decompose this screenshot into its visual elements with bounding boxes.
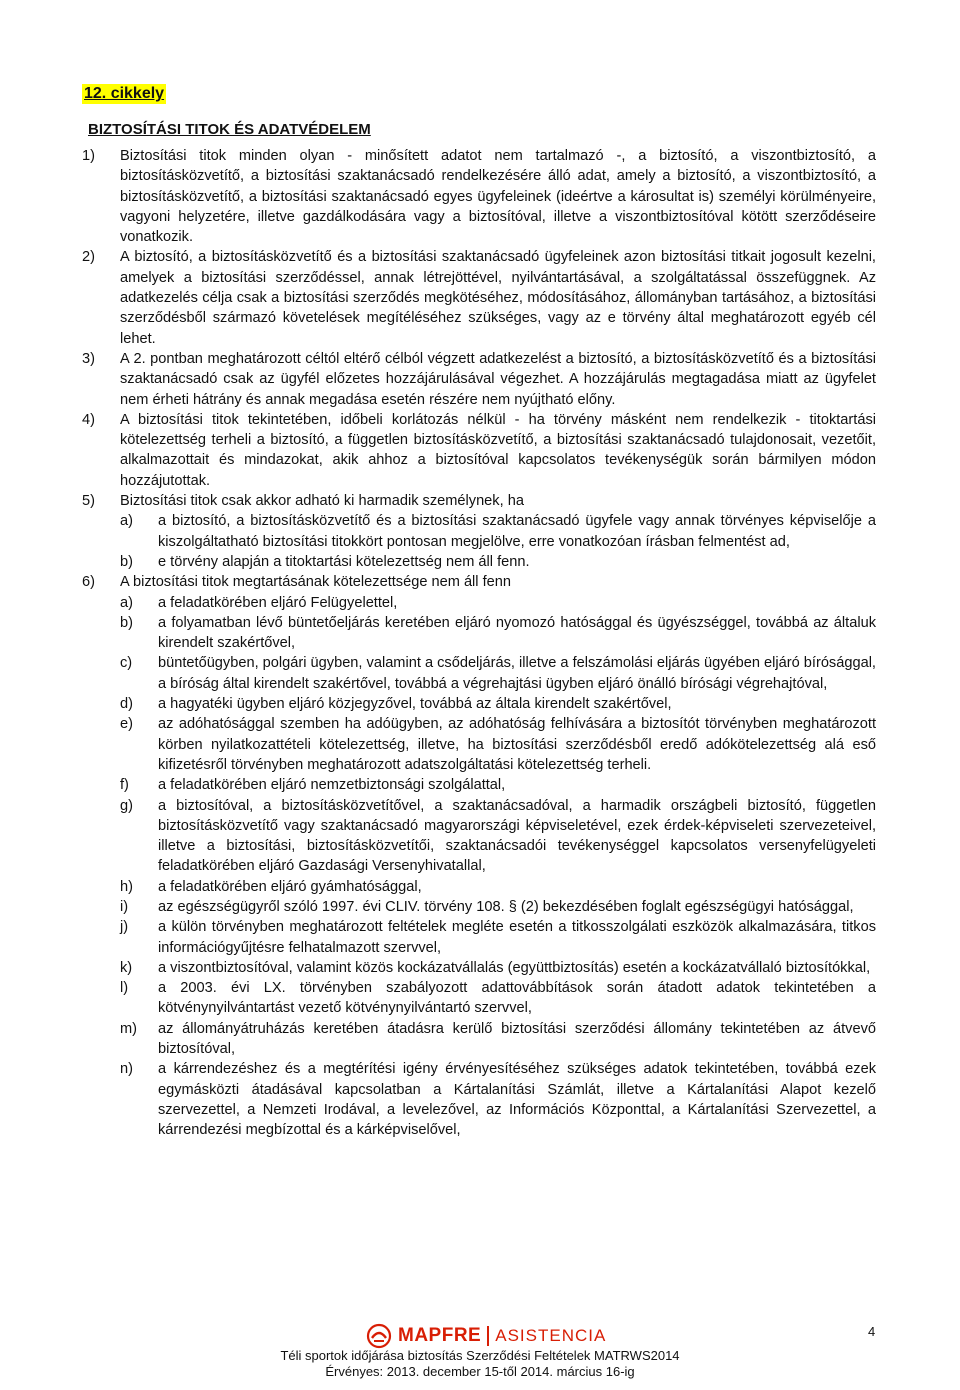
article-subheading: BIZTOSÍTÁSI TITOK ÉS ADATVÉDELEM: [88, 121, 371, 138]
paragraph-number: 5): [82, 493, 95, 510]
list-letter: j): [120, 919, 129, 936]
list-text: a hagyatéki ügyben eljáró közjegyzővel, továbbá az általa kirendelt szakértővel,: [158, 696, 672, 713]
list-text: a kárrendezéshez és a megtérítési igény érvényesítéséhez szükséges adatok tekintetében, továbbá ezek egymásközti átadásával kapcsolatban a Kártalanítási Számlát, illetve a Kártalanítási Alapot kezelő szervezettel, a Nemzeti Irodával, a levelezővel, az Információs Központtal, a Kártalanítási Szervezettel, a kárrendezési megbízottal és a kárképviselővel,: [158, 1061, 876, 1139]
list-item: [120, 1059, 876, 1140]
list-item: [120, 694, 876, 714]
paragraph-number: 4): [82, 411, 95, 428]
mapfre-logo: [366, 1322, 606, 1350]
paragraph-3: [82, 349, 876, 410]
paragraph-number: 1): [82, 148, 95, 164]
list-letter: e): [120, 716, 133, 733]
paragraph-2: [82, 247, 876, 348]
mapfre-emblem-icon: [366, 1323, 392, 1349]
article-body: [82, 146, 876, 1141]
paragraph-text: A biztosító, a biztosításközvetítő és a biztosítási szaktanácsadó ügyfeleinek azon biztosítási titkait jogosult kezelni, amelyek a biztosítási szerződéssel, annak létrejöttével, nyilvántartásával, a szolgáltatással összefüggnek. Az adatkezelés célja csak a biztosítási szerződés megkötéséhez, módosításához, állományban tartásához, a biztosítási szerződésből származó követelések megítéléséhez szükséges, vagy az e törvény által meghatározott egyéb cél lehet.: [120, 249, 876, 347]
list-item: [120, 613, 876, 654]
paragraph-text: A biztosítási titok tekintetében, időbeli korlátozás nélkül - ha törvény másként nem rendelkezik - titoktartási kötelezettség terheli a biztosító, a független biztosításközvetítő, a biztosítási szaktanácsadó tulajdonosait, vezetőit, alkalmazottait és mindazokat, akik ahhoz a biztosítóval kapcsolatos tevékenységük során bármilyen módon hozzájutottak.: [120, 411, 876, 489]
list-letter: h): [120, 878, 133, 895]
list-item: [120, 877, 876, 897]
list-letter: f): [120, 777, 129, 794]
logo-separator: [487, 1326, 489, 1346]
list-item: [120, 714, 876, 775]
list-letter: n): [120, 1061, 133, 1078]
list-letter: g): [120, 797, 133, 814]
paragraph-4: [82, 410, 876, 491]
page-number: 4: [868, 1324, 876, 1339]
list-item: [120, 917, 876, 958]
paragraph-5: [82, 491, 876, 511]
paragraph-6: [82, 572, 876, 592]
paragraph-1: [82, 146, 876, 247]
paragraph-text: A biztosítási titok megtartásának kötelezettsége nem áll fenn: [120, 574, 512, 591]
list-item: [120, 593, 876, 613]
list-text: a folyamatban lévő büntetőeljárás keretében eljáró nyomozó hatósággal és ügyészséggel, továbbá az általuk kirendelt szakértővel,: [158, 614, 876, 652]
paragraph-number: 6): [82, 574, 95, 591]
list-text: büntetőügyben, polgári ügyben, valamint a csődeljárás, illetve a felszámolási eljárás ügyében eljáró bírósággal, a bíróság által kirendelt szakértővel, továbbá a végrehajtási ügyben eljáró önálló bírósági végrehajtóval,: [158, 655, 876, 692]
list-item: [120, 653, 876, 694]
list-letter: d): [120, 696, 133, 713]
list-text: az adóhatósággal szemben ha adóügyben, az adóhatóság felhívására a biztosítót törvényben meghatározott körben nyilatkozattételi kötelezettség, illetve, ha biztosítási szerződésből eredő adókötelezettség alá eső kifizetésről törvényben meghatározott adatszolgáltatási kötelezettség terheli.: [158, 716, 876, 773]
list-item: [120, 552, 876, 572]
footer-validity: Érvényes: 2013. december 15-től 2014. március 16-ig: [325, 1364, 635, 1379]
list-text: a feladatkörében eljáró Felügyelettel,: [158, 594, 398, 611]
list-item: [120, 958, 876, 978]
list-item: [120, 775, 876, 795]
paragraph-text: Biztosítási titok minden olyan - minősített adatot nem tartalmazó -, a biztosító, a viszontbiztosító, a biztosításközvetítő, a biztosítási szaktanácsadó rendelkezésére álló adat, amely a biztosító, a viszontbiztosító, a biztosításközvetítő, a biztosítási szaktanácsadó egyes ügyfeleinek (ideértve a károsultat is) személyi körülményeire, vagyoni helyzetére, illetve gazdálkodására vagy a biztosítóval, illetve a viszontbiztosítóval kötött szerződéseire vonatkozik.: [120, 148, 876, 246]
list-item: [120, 978, 876, 1019]
list-text: a feladatkörében eljáró gyámhatósággal,: [158, 878, 422, 895]
list-letter: l): [120, 980, 129, 997]
paragraph-text: Biztosítási titok csak akkor adható ki harmadik személynek, ha: [120, 493, 524, 510]
list-item: [120, 796, 876, 877]
list-letter: i): [120, 898, 129, 915]
list-text: a biztosító, a biztosításközvetítő és a biztosítási szaktanácsadó ügyfele vagy annak törvényes képviselője a kiszolgáltatható biztosítási titokkört pontosan megjelölve, erre vonatkozóan írásban felmentést ad,: [158, 513, 876, 550]
logo-sub-text: ASISTENCIA: [495, 1326, 607, 1345]
list-letter: b): [120, 614, 133, 631]
list-letter: k): [120, 959, 133, 976]
article-heading: 12. cikkely: [84, 85, 165, 102]
list-letter: a): [120, 594, 133, 611]
list-text: a 2003. évi LX. törvényben szabályozott adattovábbítások során átadott adatok tekintetében a kötvénynyilvántartást vezető kötvénynyilvántartó szervvel,: [158, 980, 876, 1017]
list-text: e törvény alapján a titoktartási kötelezettség nem áll fenn.: [158, 553, 530, 570]
list-letter: m): [120, 1020, 138, 1037]
list-text: az állományátruházás keretében átadásra kerülő biztosítási szerződési állomány tekintetében az átvevő biztosítóval,: [158, 1020, 876, 1058]
list-letter: a): [120, 513, 133, 530]
list-item: [120, 1019, 876, 1060]
paragraph-text: A 2. pontban meghatározott céltól eltérő célból végzett adatkezelést a biztosító, a biztosításközvetítő és a biztosítási szaktanácsadó csak az ügyfél előzetes hozzájárulásával végezhet. A hozzájárulás megtagadása miatt az ügyfelet nem érheti hátrány és annak megadása esetén részére nem nyújtható előny.: [120, 350, 876, 408]
logo-brand-text: MAPFRE: [398, 1325, 482, 1346]
paragraph-number: 3): [82, 350, 95, 367]
list-letter: c): [120, 655, 133, 672]
list-text: a biztosítóval, a biztosításközvetítővel, a szaktanácsadóval, a harmadik országbeli biztosító, független biztosításközvetítő vagy szaktanácsadó magyarországi képviseletével, ezek érdek-képviseleti szervezeteivel, illetve a biztosítási, biztosításközvetítői, szaktanácsadói tevékenységgel kapcsolatos versenyfelügyeleti feladatkörében eljáró Gazdasági Versenyhivatallal,: [158, 797, 876, 875]
list-letter: b): [120, 553, 133, 570]
paragraph-number: 2): [82, 249, 95, 266]
list-text: a külön törvényben meghatározott feltételek megléte esetén a titkosszolgálati eszközök alkalmazására, titkos információgyűjtésre felhatalmazott szervvel,: [158, 919, 876, 956]
list-text: a feladatkörében eljáró nemzetbiztonsági szolgálattal,: [158, 777, 506, 794]
list-item: [120, 897, 876, 917]
list-item: [120, 511, 876, 552]
footer-title: Téli sportok időjárása biztosítás Szerződési Feltételek MATRWS2014: [280, 1348, 680, 1363]
list-text: az egészségügyről szóló 1997. évi CLIV. törvény 108. § (2) bekezdésében foglalt egészségügyi hatósággal,: [158, 898, 854, 915]
list-text: a viszontbiztosítóval, valamint közös kockázatvállalás (együttbiztosítás) esetén a kockázatvállaló biztosítókkal,: [158, 959, 871, 976]
